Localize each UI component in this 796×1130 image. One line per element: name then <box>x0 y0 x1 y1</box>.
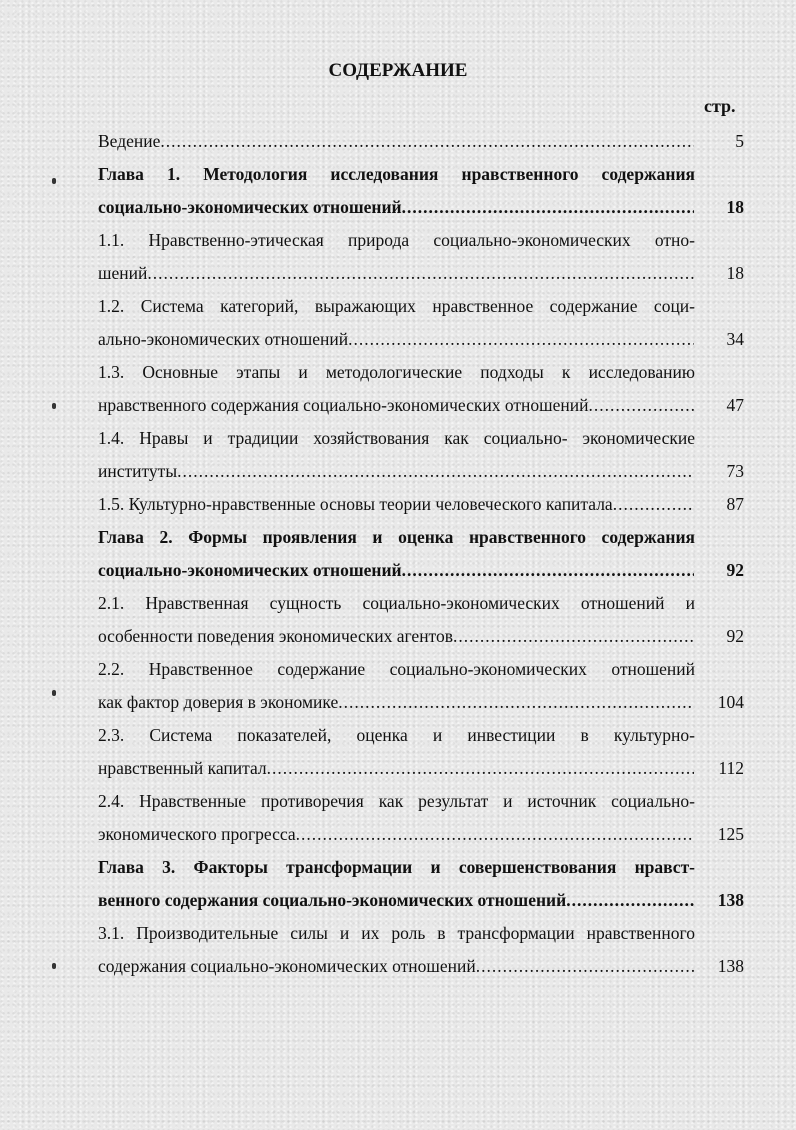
toc-entry-text: социально-экономических отношений <box>98 560 402 580</box>
leader-dots <box>402 556 694 589</box>
leader-dots <box>566 886 694 919</box>
scan-mark <box>52 963 56 969</box>
toc-entry-text: Глава 2. Формы проявления и оценка нравственного содержания <box>98 527 695 547</box>
scan-mark <box>52 403 56 409</box>
table-of-contents <box>98 127 744 985</box>
toc-entry-text: 2.3. Система показателей, оценка и инвестиции в культурно- <box>98 725 695 745</box>
toc-entry-text: содержания социально-экономических отношений <box>98 956 476 976</box>
toc-entry <box>98 721 744 787</box>
page-number: 92 <box>726 626 744 646</box>
leader-dots <box>453 622 694 655</box>
leader-dots <box>160 127 694 160</box>
toc-entry-text: как фактор доверия в экономике <box>98 692 339 712</box>
toc-entry-text: Ведение <box>98 131 161 151</box>
toc-entry-text: ально-экономических отношений <box>98 329 349 349</box>
leader-dots <box>267 754 694 787</box>
toc-entry-text: Глава 1. Методология исследования нравственного содержания <box>98 164 695 184</box>
toc-entry-text: особенности поведения экономических агентов <box>98 626 453 646</box>
page-number: 112 <box>718 758 744 778</box>
leader-dots <box>338 688 694 721</box>
toc-entry-text: институты <box>98 461 178 481</box>
toc-entry-text: шений <box>98 263 148 283</box>
toc-entry <box>98 127 744 160</box>
toc-entry-text: 1.1. Нравственно-этическая природа социально-экономических отно- <box>98 230 695 250</box>
leader-dots <box>296 820 694 853</box>
page-column-label: стр. <box>704 96 736 116</box>
toc-entry <box>98 589 744 655</box>
toc-entry <box>98 424 744 490</box>
toc-entry-text: нравственный капитал <box>98 758 267 778</box>
leader-dots <box>147 259 694 292</box>
toc-entry <box>98 292 744 358</box>
scan-mark <box>52 690 56 696</box>
toc-entry <box>98 655 744 721</box>
leader-dots <box>402 193 694 226</box>
toc-entry-text: 2.1. Нравственная сущность социально-экономических отношений и <box>98 593 695 613</box>
toc-entry-text: 2.4. Нравственные противоречия как результат и источник социально- <box>98 791 695 811</box>
toc-entry <box>98 523 744 589</box>
toc-entry <box>98 490 744 523</box>
toc-entry-text: венного содержания социально-экономических отношений <box>98 890 567 910</box>
toc-entry-text: 1.2. Система категорий, выражающих нравственное содержание соци- <box>98 296 695 316</box>
page-number: 34 <box>726 329 744 349</box>
toc-entry-text: экономического прогресса <box>98 824 296 844</box>
page-number: 138 <box>717 956 744 976</box>
page-number: 18 <box>726 197 744 217</box>
leader-dots <box>476 952 694 985</box>
toc-entry <box>98 226 744 292</box>
toc-entry-text: нравственного содержания социально-экономических отношений <box>98 395 589 415</box>
page-title: СОДЕРЖАНИЕ <box>328 60 468 81</box>
toc-entry-text: социально-экономических отношений <box>98 197 402 217</box>
page-number: 87 <box>726 494 744 514</box>
page-number: 18 <box>726 263 744 283</box>
leader-dots <box>613 490 694 523</box>
leader-dots <box>589 391 695 424</box>
page-number: 138 <box>717 890 744 910</box>
toc-entry <box>98 919 744 985</box>
page-number: 104 <box>717 692 744 712</box>
toc-entry <box>98 787 744 853</box>
page-number: 5 <box>735 131 744 151</box>
toc-entry-text: Глава 3. Факторы трансформации и совершенствования нравст- <box>98 857 695 877</box>
page-number: 125 <box>717 824 744 844</box>
toc-entry-text: 3.1. Производительные силы и их роль в трансформации нравственного <box>98 923 695 943</box>
toc-entry-text: 2.2. Нравственное содержание социально-экономических отношений <box>98 659 695 679</box>
toc-entry <box>98 853 744 919</box>
toc-entry <box>98 358 744 424</box>
page-number: 92 <box>726 560 744 580</box>
toc-entry <box>98 160 744 226</box>
leader-dots <box>348 325 694 358</box>
toc-entry-text: 1.3. Основные этапы и методологические подходы к исследованию <box>98 362 695 382</box>
page-number: 47 <box>726 395 744 415</box>
page-number: 73 <box>726 461 744 481</box>
scan-mark <box>52 178 56 184</box>
leader-dots <box>177 457 694 490</box>
toc-entry-text: 1.4. Нравы и традиции хозяйствования как социально- экономические <box>98 428 695 448</box>
toc-entry-text: 1.5. Культурно-нравственные основы теории человеческого капитала <box>98 494 613 514</box>
